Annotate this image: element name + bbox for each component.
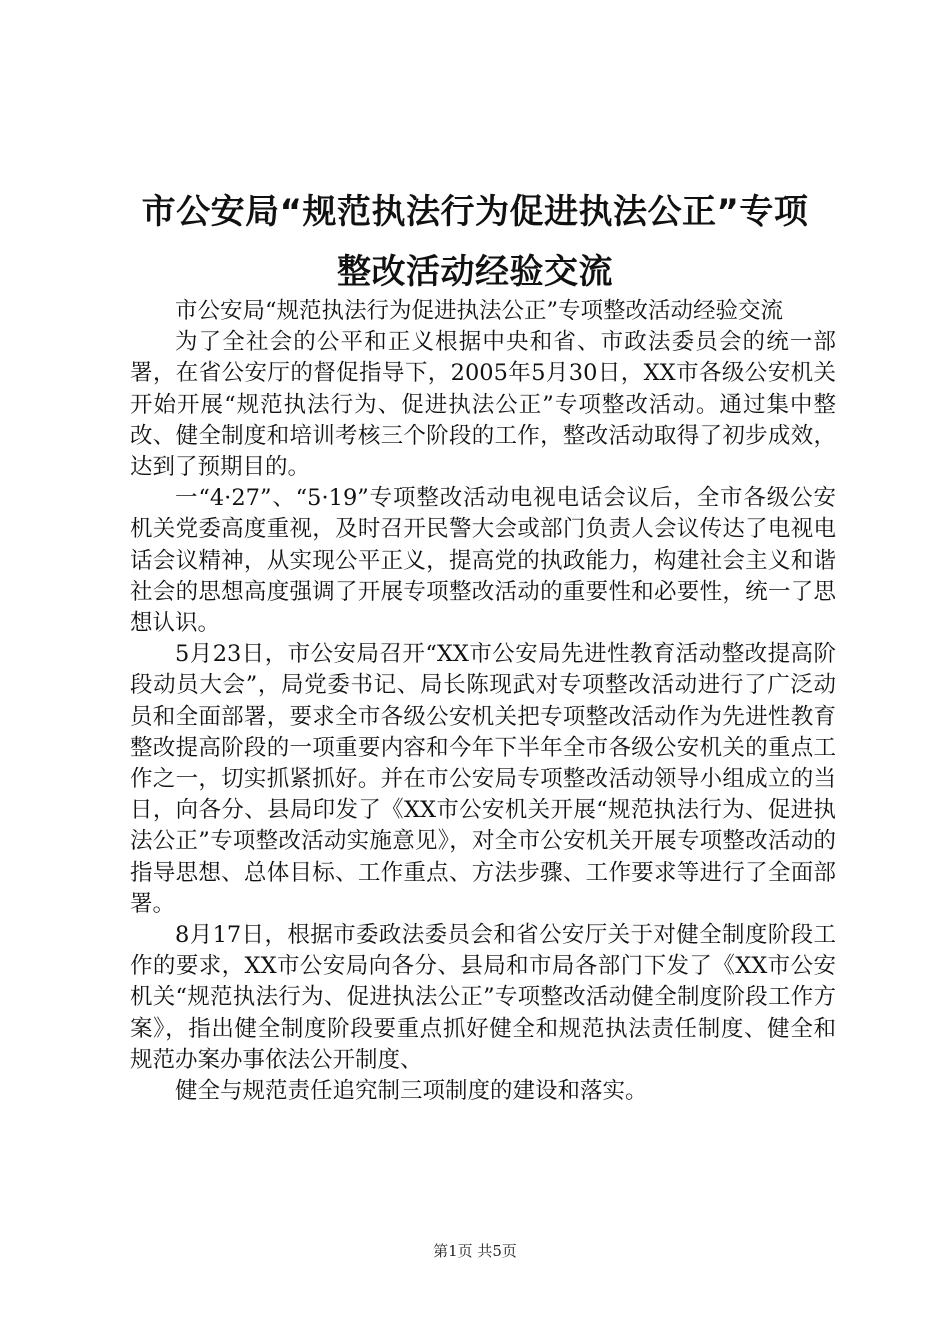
title-line-2: 整改活动经验交流 — [337, 252, 613, 292]
paragraph: 为了全社会的公平和正义根据中央和省、市政法委员会的统一部署，在省公安厅的督促指导下，2005年5月30日，XX市各级公安机关开始开展“规范执法行为、促进执法公正”专项整改活动。通过集中整改、健全制度和培训考核三个阶段的工作，整改活动取得了初步成效，达到了预期目的。 — [130, 329, 836, 481]
page-number-footer: 第1页 共5页 — [433, 1242, 517, 1260]
title-line-1: 市公安局“规范执法行为促进执法公正”专项 — [141, 192, 809, 232]
paragraph: 健全与规范责任追究制三项制度的建设和落实。 — [175, 1078, 648, 1105]
document-body — [130, 296, 836, 1107]
document-title — [110, 182, 840, 302]
paragraph: 8月17日，根据市委政法委员会和省公安厅关于对健全制度阶段工作的要求，XX市公安局向各分、县局和市局各部门下发了《XX市公安机关“规范执法行为、促进执法公正”专项整改活动健全制度阶段工作方案》，指出健全制度阶段要重点抓好健全和规范执法责任制度、健全和规范办案办事依法公开制度、 — [130, 922, 836, 1073]
paragraph: 5月23日，市公安局召开“XX市公安局先进性教育活动整改提高阶段动员大会”，局党委书记、局长陈现武对专项整改活动进行了广泛动员和全面部署，要求全市各级公安机关把专项整改活动作为先进性教育整改提高阶段的一项重要内容和今年下半年全市各级公安机关的重点工作之一，切实抓紧抓好。并在市公安局专项整改活动领导小组成立的当日，向各分、县局印发了《XX市公安机关开展“规范执法行为、促进执法公正”专项整改活动实施意见》，对全市公安机关开展专项整改活动的指导思想、总体目标、工作重点、方法步骤、工作要求等进行了全面部署。 — [130, 641, 836, 917]
paragraph: 一“4·27”、“5·19”专项整改活动电视电话会议后，全市各级公安机关党委高度重视，及时召开民警大会或部门负责人会议传达了电视电话会议精神，从实现公平正义，提高党的执政能力，构建社会主义和谐社会的思想高度强调了开展专项整改活动的重要性和必要性，统一了思想认识。 — [130, 485, 836, 637]
paragraph: 市公安局“规范执法行为促进执法公正”专项整改活动经验交流 — [175, 298, 784, 324]
